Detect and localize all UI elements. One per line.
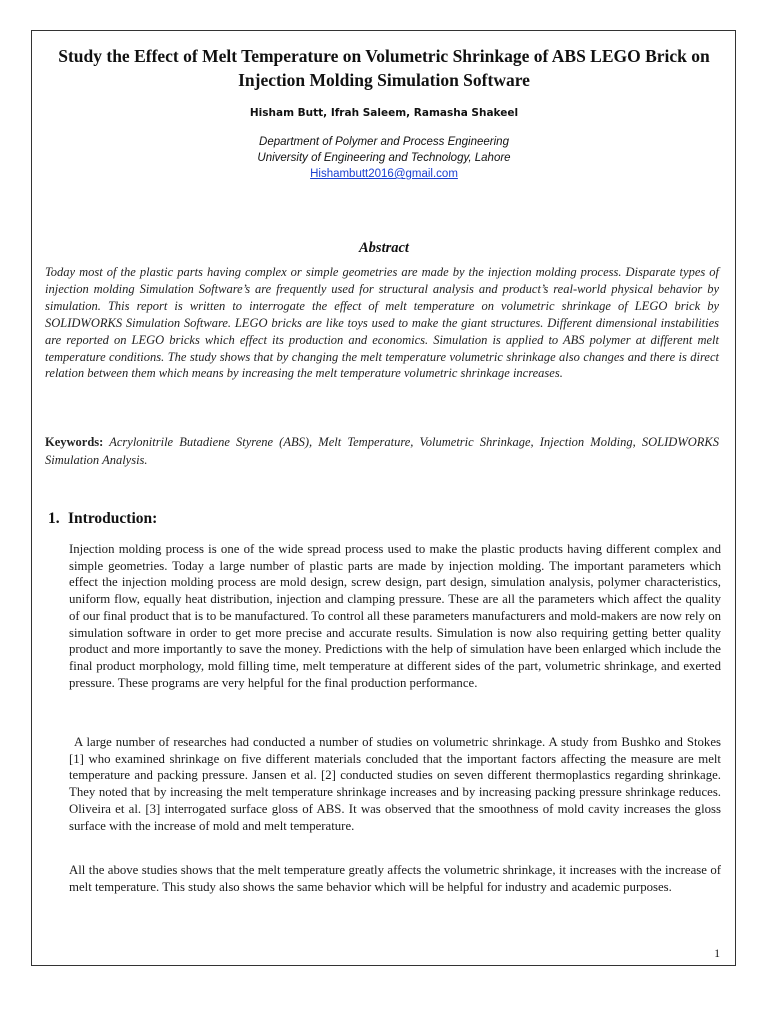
department-line: Department of Polymer and Process Engineering bbox=[259, 136, 509, 148]
author-list: Hisham Butt, Ifrah Saleem, Ramasha Shakeel bbox=[249, 107, 519, 119]
keywords-line bbox=[45, 433, 719, 469]
keywords-text: Acrylonitrile Butadiene Styrene (ABS), Melt Temperature, Volumetric Shrinkage, Injection Molding, SOLIDWORKS Simulation Analysis. bbox=[45, 435, 719, 467]
section-heading-introduction bbox=[48, 510, 157, 528]
affiliation-block bbox=[40, 134, 728, 182]
keywords-label: Keywords: bbox=[45, 435, 104, 449]
paper-title: Study the Effect of Melt Temperature on Volumetric Shrinkage of ABS LEGO Brick on Injection Molding Simulation Software bbox=[58, 46, 710, 90]
body-paragraph: Injection molding process is one of the wide spread process used to make the plastic products having different complex and simple geometries. Today a large number of plastic parts are made by injection molding. The important parameters which effect the injection molding process are mold design, screw design, part design, simulation analysis, polymer characteristics, uniform flow, equally heat distribution, injection and clamping pressure. These are all the parameters which affect the quality of our final product that is to be manufactured. To control all these parameters manufacturers and mold-makers are now rely on simulation software in order to get more precise and accurate results. Simulation is now also requiring getting better quality product and more importantly to save the money. Predictions with the help of simulation have been enlarged which include the final product morphology, mold filling time, melt temperature at different sides of the part, volumetric shrinkage, and exerted pressure. These programs are very helpful for the final production performance. bbox=[69, 542, 721, 690]
body-paragraph: All the above studies shows that the melt temperature greatly affects the volumetric shrinkage, it increases with the increase of melt temperature. This study also shows the same behavior which will be helpful for industry and academic purposes. bbox=[69, 863, 721, 894]
section-title: Introduction: bbox=[68, 510, 158, 527]
body-paragraph: A large number of researches had conducted a number of studies on volumetric shrinkage. A study from Bushko and Stokes [1] who examined shrinkage on five different materials concluded that the important factors affecting the measure are melt temperature and packing pressure. Jansen et al. [2] conducted studies on seven different thermoplastics regarding shrinkage. They noted that by increasing the melt temperature shrinkage increases and by increasing packing pressure shrinkage reduces. Oliveira et al. [3] interrogated surface gloss of ABS. It was observed that the smoothness of mold cavity increases the gloss surface with the increase of mold and melt temperature. bbox=[69, 735, 721, 833]
abstract-heading: Abstract bbox=[359, 240, 409, 256]
university-line: University of Engineering and Technology, Lahore bbox=[257, 152, 511, 164]
section-number: 1. bbox=[48, 510, 60, 527]
abstract-text: Today most of the plastic parts having complex or simple geometries are made by the injection molding process. Disparate types of injection molding Simulation Software’s are frequently used for structural analysis and product’s real-world physical behavior by simulation. This report is written to interrogate the effect of melt temperature on volumetric shrinkage of LEGO brick by SOLIDWORKS Simulation Software. LEGO bricks are like toys used to make the giant structures. Different dimensional instabilities are reported on LEGO bricks which effect its production and economics. Simulation is applied to ABS polymer at different melt temperature conditions. The study shows that by changing the melt temperature volumetric shrinkage also changes and there is direct relation between them which means by increasing the melt temperature volumetric shrinkage increases. bbox=[45, 265, 719, 381]
author-email-link[interactable]: Hishambutt2016@gmail.com bbox=[310, 168, 458, 180]
page-number: 1 bbox=[714, 948, 720, 960]
